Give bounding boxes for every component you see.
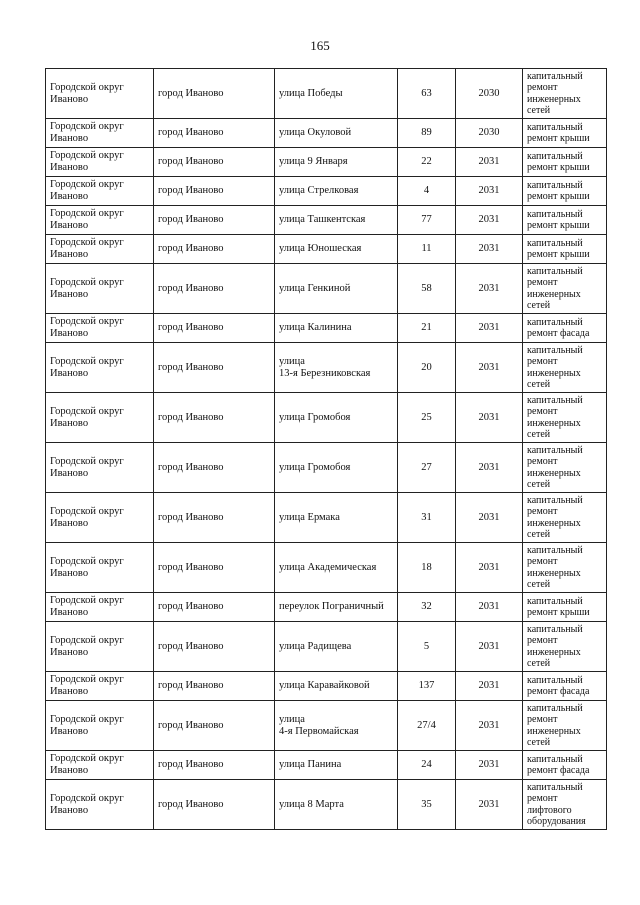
table-row — [46, 622, 607, 672]
house-number-cell: 25 — [398, 393, 456, 443]
year-cell: 2031 — [456, 493, 523, 543]
city-cell: город Иваново — [154, 493, 275, 543]
table-row — [46, 206, 607, 235]
work-type-cell: капитальный ремонт инженерных сетей — [523, 393, 607, 443]
street-cell: улица Стрелковая — [275, 177, 398, 206]
work-type-cell: капитальный ремонт инженерных сетей — [523, 264, 607, 314]
street-cell: улица Громобоя — [275, 393, 398, 443]
table-row — [46, 393, 607, 443]
year-cell: 2030 — [456, 119, 523, 148]
house-number-cell: 27 — [398, 443, 456, 493]
street-cell: улица Панина — [275, 751, 398, 780]
work-type-cell: капитальный ремонт инженерных сетей — [523, 343, 607, 393]
district-cell: Городской округ Иваново — [46, 235, 154, 264]
house-number-cell: 21 — [398, 314, 456, 343]
district-cell: Городской округ Иваново — [46, 177, 154, 206]
street-cell: улица Радищева — [275, 622, 398, 672]
house-number-cell: 27/4 — [398, 701, 456, 751]
city-cell: город Иваново — [154, 593, 275, 622]
table-row — [46, 751, 607, 780]
work-type-cell: капитальный ремонт инженерных сетей — [523, 701, 607, 751]
district-cell: Городской округ Иваново — [46, 314, 154, 343]
street-cell: улица Академическая — [275, 543, 398, 593]
work-type-cell: капитальный ремонт крыши — [523, 593, 607, 622]
year-cell: 2031 — [456, 148, 523, 177]
house-number-cell: 11 — [398, 235, 456, 264]
table-row — [46, 780, 607, 830]
year-cell: 2031 — [456, 593, 523, 622]
year-cell: 2031 — [456, 393, 523, 443]
district-cell: Городской округ Иваново — [46, 672, 154, 701]
work-type-cell: капитальный ремонт лифтового оборудования — [523, 780, 607, 830]
street-cell: улица Юношеская — [275, 235, 398, 264]
street-cell: улица Ермака — [275, 493, 398, 543]
city-cell: город Иваново — [154, 119, 275, 148]
city-cell: город Иваново — [154, 343, 275, 393]
year-cell: 2030 — [456, 69, 523, 119]
house-number-cell: 22 — [398, 148, 456, 177]
year-cell: 2031 — [456, 314, 523, 343]
year-cell: 2031 — [456, 701, 523, 751]
table-row — [46, 701, 607, 751]
city-cell: город Иваново — [154, 780, 275, 830]
house-number-cell: 77 — [398, 206, 456, 235]
house-number-cell: 4 — [398, 177, 456, 206]
year-cell: 2031 — [456, 343, 523, 393]
work-type-cell: капитальный ремонт крыши — [523, 148, 607, 177]
table-row — [46, 177, 607, 206]
table-row — [46, 148, 607, 177]
house-number-cell: 89 — [398, 119, 456, 148]
street-cell: улица Каравайковой — [275, 672, 398, 701]
city-cell: город Иваново — [154, 543, 275, 593]
year-cell: 2031 — [456, 264, 523, 314]
district-cell: Городской округ Иваново — [46, 69, 154, 119]
table-row — [46, 672, 607, 701]
page-number: 165 — [310, 38, 330, 53]
district-cell: Городской округ Иваново — [46, 119, 154, 148]
table-row — [46, 264, 607, 314]
work-type-cell: капитальный ремонт фасада — [523, 672, 607, 701]
street-cell: улица 8 Марта — [275, 780, 398, 830]
table-row — [46, 493, 607, 543]
district-cell: Городской округ Иваново — [46, 443, 154, 493]
district-cell: Городской округ Иваново — [46, 780, 154, 830]
street-cell: улица Калинина — [275, 314, 398, 343]
city-cell: город Иваново — [154, 69, 275, 119]
district-cell: Городской округ Иваново — [46, 751, 154, 780]
table-row — [46, 543, 607, 593]
house-number-cell: 137 — [398, 672, 456, 701]
street-cell: улица 4-я Первомайская — [275, 701, 398, 751]
work-type-cell: капитальный ремонт инженерных сетей — [523, 622, 607, 672]
table-row — [46, 593, 607, 622]
table-row — [46, 69, 607, 119]
street-cell: переулок Пограничный — [275, 593, 398, 622]
work-type-cell: капитальный ремонт инженерных сетей — [523, 543, 607, 593]
work-type-cell: капитальный ремонт крыши — [523, 119, 607, 148]
street-cell: улица Громобоя — [275, 443, 398, 493]
district-cell: Городской округ Иваново — [46, 593, 154, 622]
table-row — [46, 235, 607, 264]
district-cell: Городской округ Иваново — [46, 343, 154, 393]
house-number-cell: 63 — [398, 69, 456, 119]
city-cell: город Иваново — [154, 314, 275, 343]
work-type-cell: капитальный ремонт инженерных сетей — [523, 69, 607, 119]
city-cell: город Иваново — [154, 672, 275, 701]
city-cell: город Иваново — [154, 701, 275, 751]
house-number-cell: 20 — [398, 343, 456, 393]
table-row — [46, 314, 607, 343]
city-cell: город Иваново — [154, 264, 275, 314]
city-cell: город Иваново — [154, 235, 275, 264]
work-type-cell: капитальный ремонт фасада — [523, 314, 607, 343]
district-cell: Городской округ Иваново — [46, 543, 154, 593]
house-number-cell: 32 — [398, 593, 456, 622]
work-type-cell: капитальный ремонт фасада — [523, 751, 607, 780]
city-cell: город Иваново — [154, 177, 275, 206]
city-cell: город Иваново — [154, 751, 275, 780]
street-cell: улица Генкиной — [275, 264, 398, 314]
district-cell: Городской округ Иваново — [46, 264, 154, 314]
city-cell: город Иваново — [154, 393, 275, 443]
work-type-cell: капитальный ремонт инженерных сетей — [523, 493, 607, 543]
street-cell: улица Окуловой — [275, 119, 398, 148]
table-row — [46, 443, 607, 493]
year-cell: 2031 — [456, 443, 523, 493]
year-cell: 2031 — [456, 206, 523, 235]
city-cell: город Иваново — [154, 622, 275, 672]
year-cell: 2031 — [456, 622, 523, 672]
district-cell: Городской округ Иваново — [46, 148, 154, 177]
work-type-cell: капитальный ремонт крыши — [523, 235, 607, 264]
street-cell: улица 13-я Березниковская — [275, 343, 398, 393]
year-cell: 2031 — [456, 177, 523, 206]
house-number-cell: 58 — [398, 264, 456, 314]
street-cell: улица Победы — [275, 69, 398, 119]
year-cell: 2031 — [456, 751, 523, 780]
district-cell: Городской округ Иваново — [46, 393, 154, 443]
year-cell: 2031 — [456, 780, 523, 830]
house-number-cell: 35 — [398, 780, 456, 830]
year-cell: 2031 — [456, 543, 523, 593]
district-cell: Городской округ Иваново — [46, 206, 154, 235]
city-cell: город Иваново — [154, 443, 275, 493]
city-cell: город Иваново — [154, 148, 275, 177]
house-number-cell: 31 — [398, 493, 456, 543]
table-row — [46, 343, 607, 393]
house-number-cell: 5 — [398, 622, 456, 672]
year-cell: 2031 — [456, 672, 523, 701]
repair-schedule-table — [45, 68, 607, 830]
district-cell: Городской округ Иваново — [46, 493, 154, 543]
house-number-cell: 24 — [398, 751, 456, 780]
year-cell: 2031 — [456, 235, 523, 264]
work-type-cell: капитальный ремонт крыши — [523, 177, 607, 206]
table-row — [46, 119, 607, 148]
district-cell: Городской округ Иваново — [46, 701, 154, 751]
work-type-cell: капитальный ремонт инженерных сетей — [523, 443, 607, 493]
street-cell: улица Ташкентская — [275, 206, 398, 235]
house-number-cell: 18 — [398, 543, 456, 593]
street-cell: улица 9 Января — [275, 148, 398, 177]
district-cell: Городской округ Иваново — [46, 622, 154, 672]
work-type-cell: капитальный ремонт крыши — [523, 206, 607, 235]
city-cell: город Иваново — [154, 206, 275, 235]
